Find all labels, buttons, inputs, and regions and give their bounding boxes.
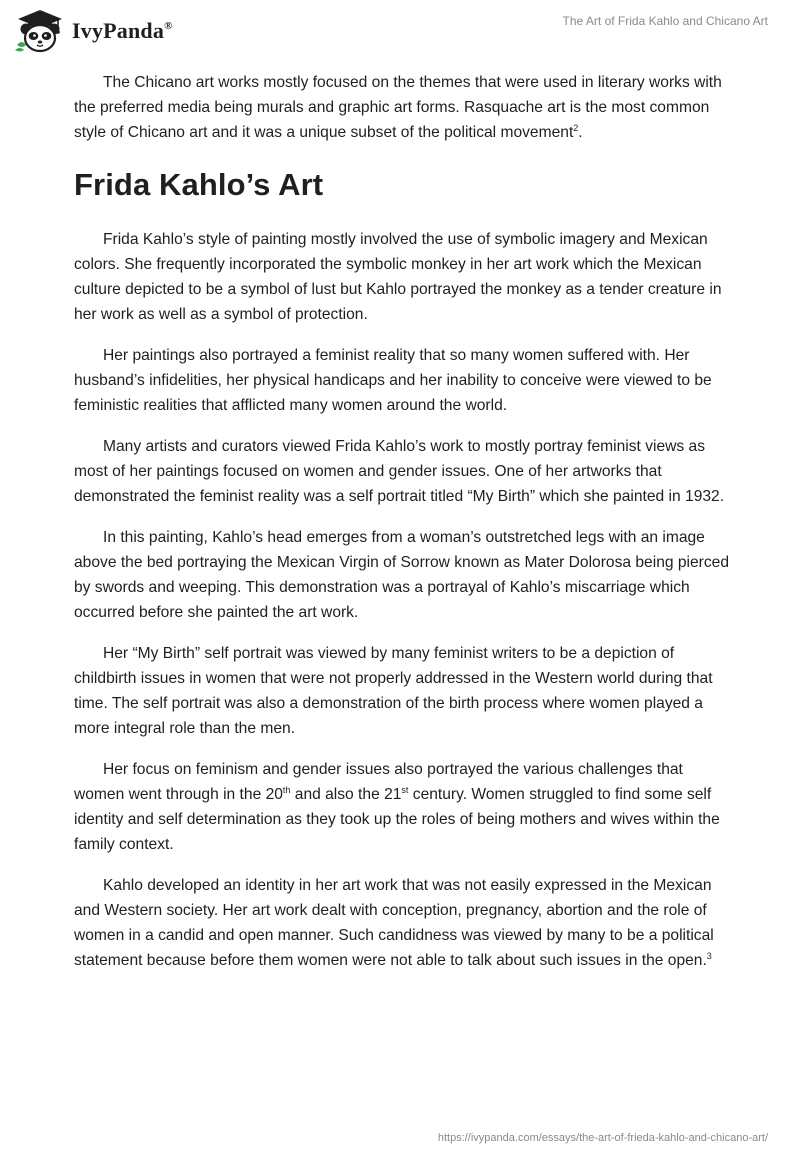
paragraph: Her focus on feminism and gender issues also portrayed the various challenges that women went through in the 20th and also the 21st century. Women struggled to find some self identity and self determination as they took up the roles of being mothers and wives within the family context. [74, 761, 720, 853]
source-url[interactable]: https://ivypanda.com/essays/the-art-of-frieda-kahlo-and-chicano-art/ [437, 1132, 768, 1144]
document-title: The Art of Frida Kahlo and Chicano Art [562, 14, 768, 28]
ordinal-suffix: th [282, 785, 291, 795]
registered-mark: ® [164, 20, 173, 32]
paragraph: In this painting, Kahlo’s head emerges from a woman’s outstretched legs with an image above the bed portraying the Mexican Virgin of Sorrow known as Mater Dolorosa being pierced by swords and weeping. This demonstration was a portrayal of Kahlo’s miscarriage which occurred before she painted the art work. [74, 529, 730, 621]
paragraph: The Chicano art works mostly focused on the themes that were used in literary works with the preferred media being murals and graphic art forms. Rasquache art is the most common style of Chicano art and it was a unique subset of the political movement$^2$. [74, 74, 722, 141]
paragraph: Her “My Birth” self portrait was viewed by many feminist writers to be a depiction of childbirth issues in women that were not properly addressed in the Western world during that time. The self portrait was also a demonstration of the birth process where women played a more integral role than the men. [74, 645, 713, 737]
paragraph: Kahlo developed an identity in her art work that was not easily expressed in the Mexican and Western society. Her art work dealt with conception, pregnancy, abortion and the role of women in a candid and open manner. Such candidness was viewed by many to be a political statement because before them women were not able to talk about such issues in the open.$^3$ [74, 877, 714, 969]
panda-graduate-icon [14, 9, 66, 53]
footnote-ref[interactable]: 2 [573, 123, 579, 133]
brand-name: IvyPanda® [72, 18, 173, 43]
ivypanda-logo[interactable] [14, 9, 190, 53]
section-heading: Frida Kahlo’s Art [74, 167, 324, 202]
essay-body [74, 70, 730, 989]
paragraph: Many artists and curators viewed Frida Kahlo’s work to mostly portray feminist views as most of her paintings focused on women and gender issues. One of her artworks that demonstrated the feminist reality was a self portrait titled “My Birth” which she painted in 1932. [74, 438, 725, 505]
footnote-ref[interactable]: 3 [706, 951, 712, 961]
paragraph: Frida Kahlo’s style of painting mostly involved the use of symbolic imagery and Mexican colors. She frequently incorporated the symbolic monkey in her art work which the Mexican culture depicted to be a symbol of lust but Kahlo portrayed the monkey as a tender creature in her work as well as a symbol of protection. [74, 231, 722, 323]
ordinal-suffix: st [401, 785, 409, 795]
paragraph: Her paintings also portrayed a feminist reality that so many women suffered with. Her husband’s infidelities, her physical handicaps and her inability to conceive were viewed to be feministic realities that afflicted many women around the world. [74, 347, 712, 414]
page-header [0, 0, 800, 62]
